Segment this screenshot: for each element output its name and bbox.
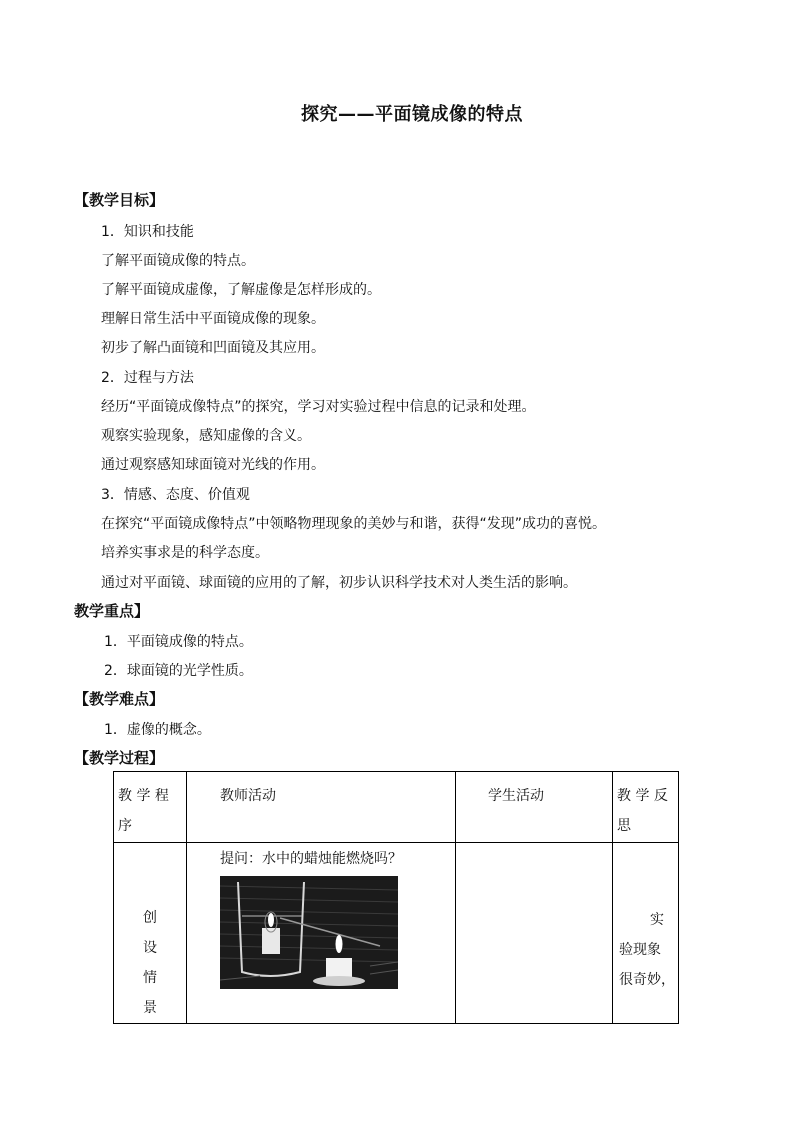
- teacher-question: 提问：水中的蜡烛能燃烧吗？: [220, 851, 402, 867]
- objective-2-heading: 2．过程与方法: [101, 370, 194, 386]
- objective-2-item: 观察实验现象，感知虚像的含义。: [101, 428, 311, 444]
- student-activity-cell: [456, 843, 613, 1024]
- table-header-row: [114, 772, 679, 843]
- objective-1-item: 了解平面镜成像的特点。: [101, 253, 255, 269]
- objective-3-item: 培养实事求是的科学态度。: [101, 545, 269, 561]
- objective-2-item: 通过观察感知球面镜对光线的作用。: [101, 457, 325, 473]
- candle-photo-illustration: [220, 876, 398, 989]
- objective-1-item: 了解平面镜成虚像，了解虚像是怎样形成的。: [101, 282, 381, 298]
- difficulty-heading: 【教学难点】: [74, 690, 165, 708]
- page-title: 探究——平面镜成像的特点: [301, 104, 523, 125]
- table-row: [114, 843, 679, 1024]
- difficulty-item: 1．虚像的概念。: [104, 722, 211, 738]
- key-point-item: 1．平面镜成像的特点。: [104, 634, 253, 650]
- candle-in-water-photo: [220, 876, 398, 989]
- lesson-process-table: [113, 771, 679, 1024]
- objective-1-item: 理解日常生活中平面镜成像的现象。: [101, 311, 325, 327]
- objective-3-item: 在探究“平面镜成像特点”中领略物理现象的美妙与和谐，获得“发现”成功的喜悦。: [101, 516, 607, 532]
- objective-2-item: 经历“平面镜成像特点”的探究，学习对实验过程中信息的记录和处理。: [101, 399, 536, 415]
- objective-1-heading: 1．知识和技能: [101, 224, 194, 240]
- key-points-heading: 教学重点】: [74, 602, 150, 620]
- key-point-item: 2．球面镜的光学性质。: [104, 663, 253, 679]
- teacher-activity-cell: [187, 843, 456, 1024]
- procedure-cell: 创 设 情 景: [114, 843, 187, 1024]
- header-procedure: 教 学 程 序: [114, 772, 187, 843]
- objective-3-heading: 3．情感、态度、价值观: [101, 487, 250, 503]
- objective-1-item: 初步了解凸面镜和凹面镜及其应用。: [101, 340, 325, 356]
- header-teacher: 教师活动: [187, 772, 456, 843]
- reflection-cell: 实 验现象 很奇妙，: [613, 843, 679, 1024]
- objectives-heading: 【教学目标】: [74, 191, 165, 209]
- objective-3-item: 通过对平面镜、球面镜的应用的了解，初步认识科学技术对人类生活的影响。: [101, 575, 577, 591]
- header-reflection: 教 学 反 思: [613, 772, 679, 843]
- process-heading: 【教学过程】: [74, 749, 165, 767]
- header-student: 学生活动: [456, 772, 613, 843]
